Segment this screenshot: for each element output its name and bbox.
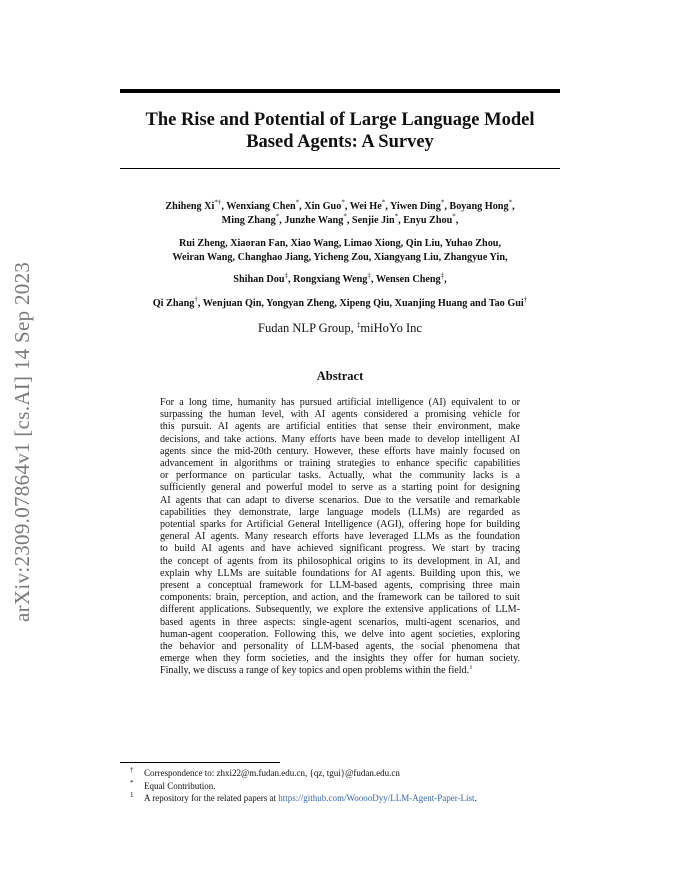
author-name: Shihan Dou bbox=[233, 274, 285, 285]
abstract-line: the behavior and personality of LLM-based agents, the social phenomena that bbox=[160, 641, 520, 653]
author-mark: *† bbox=[214, 198, 222, 207]
author-name: Wensen Cheng bbox=[375, 274, 441, 285]
author-line: Shihan Dou‡, Rongxiang Weng‡, Wensen Cheng‡, bbox=[233, 271, 447, 285]
author-mark: * bbox=[394, 212, 399, 221]
author-mark: * bbox=[295, 198, 300, 207]
abstract-body bbox=[160, 397, 520, 678]
affiliation-second: miHoYo Inc bbox=[360, 321, 422, 335]
author-name: Ming Zhang bbox=[221, 215, 276, 226]
arxiv-identifier: arXiv:2309.07864v1 [cs.AI] 14 Sep 2023 bbox=[10, 261, 34, 622]
author-line: Weiran Wang, Changhao Jiang, Yicheng Zou, Xiangyang Liu, Zhangyue Yin, bbox=[172, 252, 508, 263]
author-group-2 bbox=[110, 237, 570, 265]
footnote-correspondence: † Correspondence to: zhxi22@m.fudan.edu.cn, {qz, tgui}@fudan.edu.cn bbox=[130, 766, 400, 778]
abstract-line: decisions, and take actions. Many efforts have been made to develop intelligent AI bbox=[160, 433, 520, 445]
abstract-line: components: brain, perception, and action, and the framework can be tailored to suit bbox=[160, 592, 520, 604]
author-name: Rongxiang Weng bbox=[293, 274, 368, 285]
footnotes bbox=[130, 767, 477, 805]
title-bottom-rule bbox=[120, 168, 560, 169]
abstract-line: present a conceptual framework for LLM-based agents, comprising three main bbox=[160, 580, 520, 592]
footnote-ref: 1 bbox=[469, 665, 473, 672]
abstract-line: sufficiently general and powerful model to serve as a starting point for designing bbox=[160, 482, 520, 494]
abstract-line: surpassing the human level, with AI agents considered a promising vehicle for bbox=[160, 409, 520, 421]
author-mark: ‡ bbox=[367, 271, 371, 280]
affiliation bbox=[120, 321, 560, 336]
author-name: Senjie Jin bbox=[351, 215, 395, 226]
author-mark: * bbox=[452, 212, 456, 221]
author-mark: * bbox=[508, 198, 513, 207]
footnote-text: Correspondence to: zhxi22@m.fudan.edu.cn, {qz, tgui}@fudan.edu.cn bbox=[144, 768, 400, 778]
abstract-line: or performance on particular tasks. Actually, what the community lacks is a bbox=[160, 470, 520, 482]
author-mark: * bbox=[381, 198, 386, 207]
affiliation-main: Fudan NLP Group, bbox=[258, 321, 357, 335]
abstract-line: explain why LLMs are suitable foundations for AI agents. Building upon this, we bbox=[160, 567, 520, 579]
abstract-line: this pursuit. AI agents are artificial entities that sense their environment, make bbox=[160, 421, 520, 433]
footnote-equal: * Equal Contribution. bbox=[130, 778, 216, 791]
author-name: Wenxiang Chen bbox=[226, 201, 296, 212]
abstract-line: based agents in three aspects: single-agent scenarios, multi-agent scenarios, and bbox=[160, 616, 520, 628]
abstract-line: advancement in algorithms or training strategies to enhance specific capabilities bbox=[160, 458, 520, 470]
author-mark: * bbox=[343, 212, 347, 221]
author-line: Zhiheng Xi*†, Wenxiang Chen*, Xin Guo*, Wei He*, Yiwen Ding*, Boyang Hong*, bbox=[165, 198, 515, 212]
author-name: Wei He bbox=[349, 201, 382, 212]
author-group-3 bbox=[110, 273, 570, 287]
abstract-line: different applications. Subsequently, we explore the extensive applications of LLM- bbox=[160, 604, 520, 616]
author-group-1 bbox=[110, 200, 570, 228]
author-mark: * bbox=[341, 198, 345, 207]
author-name: Enyu Zhou bbox=[403, 215, 453, 226]
author-name: Junzhe Wang bbox=[284, 215, 344, 226]
footnote-repo: 1 A repository for the related papers at https://github.com/WooooDyy/LLM-Agent-Paper-List. bbox=[130, 791, 477, 803]
author-line: Rui Zheng, Xiaoran Fan, Xiao Wang, Limao Xiong, Qin Liu, Yuhao Zhou, bbox=[178, 238, 502, 249]
author-mark: ‡ bbox=[440, 271, 445, 280]
author-name: Yiwen Ding bbox=[389, 201, 441, 212]
author-mark: * bbox=[275, 212, 280, 221]
abstract-line bbox=[160, 665, 520, 677]
footnote-text: Equal Contribution. bbox=[144, 780, 216, 791]
abstract-line: general AI agents. Many research efforts have leveraged LLMs as the foundation bbox=[160, 531, 520, 543]
abstract-line: the concept of agents from its philosophical origins to its development in AI, and bbox=[160, 555, 520, 567]
author-line: Qi Zhang†, Wenjuan Qin, Yongyan Zheng, Xipeng Qiu, Xuanjing Huang and Tao Gui† bbox=[152, 295, 528, 309]
author-mark: * bbox=[440, 198, 445, 207]
abstract-line: human-agent cooperation. Following this, we delve into agent societies, exploring bbox=[160, 628, 520, 640]
author-names: Wenjuan Qin, Yongyan Zheng, Xipeng Qiu, Xuanjing Huang bbox=[202, 298, 468, 309]
abstract-heading: Abstract bbox=[316, 369, 364, 383]
author-name: Qi Zhang bbox=[152, 298, 195, 309]
abstract-line: For a long time, humanity has pursued artificial intelligence (AI) equivalent to or bbox=[160, 397, 520, 408]
abstract-line: agents since the mid-20th century. However, these efforts have mainly focused on bbox=[160, 445, 520, 457]
paper-title bbox=[120, 109, 560, 153]
footnote-text: . bbox=[474, 793, 477, 803]
abstract-line: capabilities they demonstrate, large language models (LLMs) are regarded as bbox=[160, 506, 520, 518]
abstract-line: Finally, we discuss a range of key topics and open problems within the field. bbox=[160, 665, 470, 677]
author-mark: ‡ bbox=[284, 271, 289, 280]
title-line-1: The Rise and Potential of Large Language Model bbox=[145, 110, 535, 130]
author-name: Xin Guo bbox=[304, 201, 342, 212]
title-line-2: Based Agents: A Survey bbox=[246, 132, 434, 152]
author-mark: † bbox=[523, 295, 528, 304]
footnote-rule bbox=[120, 762, 280, 763]
author-line: Ming Zhang*, Junzhe Wang*, Senjie Jin*, Enyu Zhou*, bbox=[221, 212, 459, 226]
author-group-4 bbox=[110, 297, 570, 311]
author-name: Zhiheng Xi bbox=[165, 201, 215, 212]
author-mark: † bbox=[194, 295, 198, 304]
author-name: Tao Gui bbox=[488, 298, 524, 309]
affiliation-mark: ‡ bbox=[356, 320, 361, 329]
abstract-line: potential sparks for Artificial General Intelligence (AGI), offering hope for building bbox=[160, 519, 520, 531]
repo-link[interactable]: https://github.com/WooooDyy/LLM-Agent-Paper-List bbox=[278, 793, 475, 803]
author-name: Boyang Hong bbox=[449, 201, 509, 212]
footnote-text: A repository for the related papers at bbox=[144, 793, 279, 803]
abstract-line: to build AI agents and have achieved significant progress. We start by tracing bbox=[160, 543, 520, 555]
abstract-line: emerge when they form societies, and the insights they offer for human society. bbox=[160, 653, 520, 665]
title-top-rule bbox=[120, 89, 560, 93]
abstract-line: AI agents that can adapt to diverse scenarios. Due to the versatile and remarkable bbox=[160, 494, 520, 506]
